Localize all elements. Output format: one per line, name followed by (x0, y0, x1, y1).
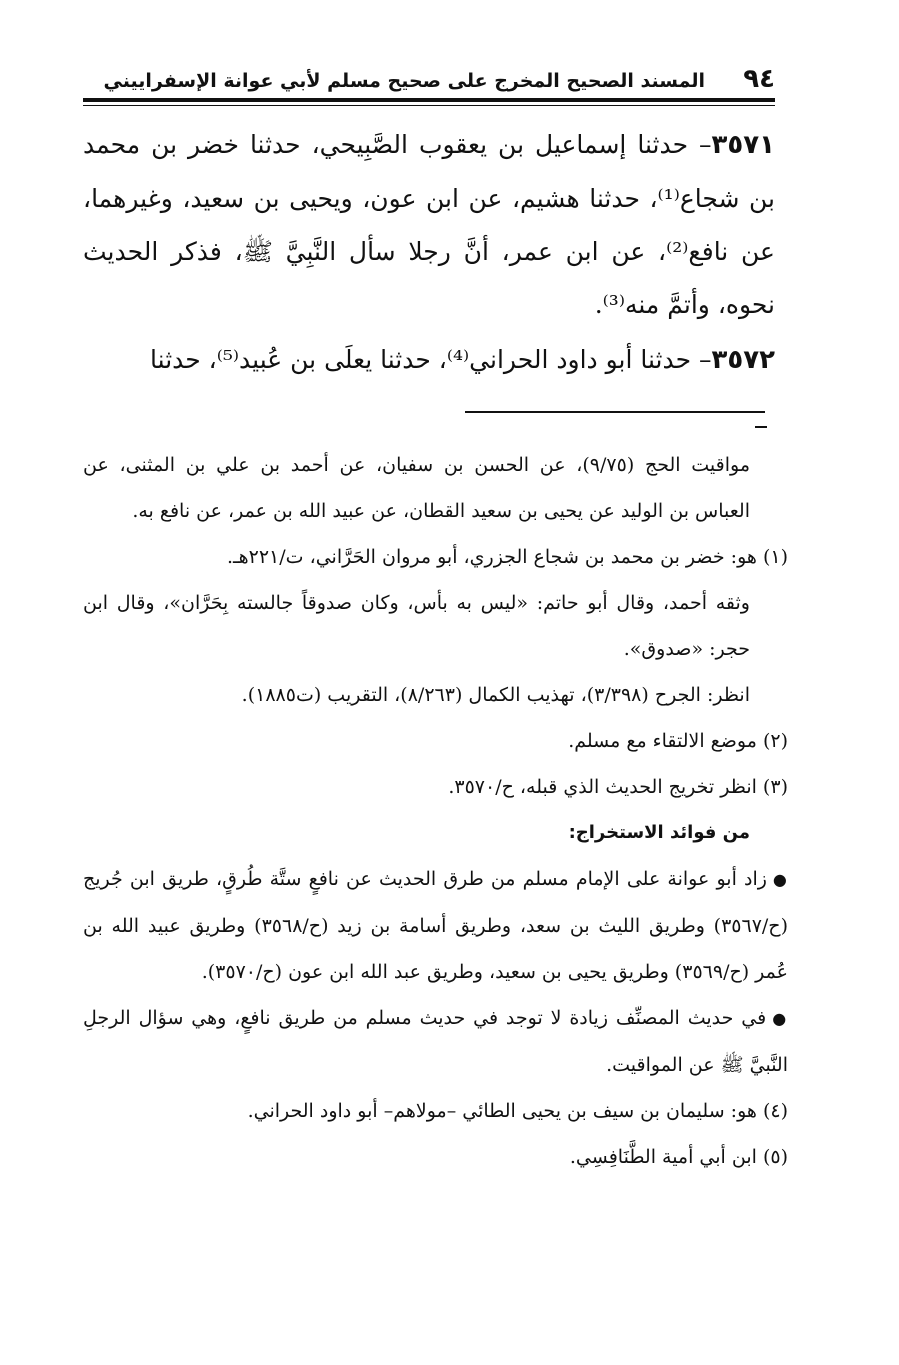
fawaid-point-2 (83, 995, 788, 1088)
hadith-3571 (83, 118, 775, 331)
fawaid-point-text: في حديث المصنِّف زيادة لا توجد في حديث مسلم من طريق نافعٍ، وهي سؤال الرجلِ النَّبيَّ ﷺ عن المواقيت. (83, 1007, 788, 1076)
footnote-2: (٢) موضع الالتقاء مع مسلم. (568, 730, 788, 752)
footnote-1-refs: انظر: الجرح (٣/٣٩٨)، تهذيب الكمال (٨/٢٦٣)، التقريب (ت١٨٨٥). (241, 684, 750, 706)
footnote-separator (465, 411, 765, 413)
footnote-5: (٥) ابن أبي أمية الطَّنَافِسِي. (569, 1146, 788, 1168)
footnote-1: (١) هو: خضر بن محمد بن شجاع الجزري، أبو مروان الحَرَّاني، ت/٢٢١هـ. (227, 546, 788, 568)
hadith-number: ٣٥٧١ (711, 130, 775, 160)
main-text (83, 118, 775, 389)
hadith-number: ٣٥٧٢ (711, 345, 775, 375)
fawaid-point-1 (83, 856, 788, 995)
fawaid-heading: من فوائد الاستخراج: (568, 822, 750, 843)
running-title: المسند الصحيح المخرج على صحيح مسلم لأبي عوانة الإسفراييني (103, 70, 705, 92)
bullet-icon: ● (772, 870, 788, 889)
footnote-4: (٤) هو: سليمان بن سيف بن يحيى الطائي –مولاهم– أبو داود الحراني. (247, 1100, 788, 1122)
hadith-3572 (83, 333, 775, 387)
footnote-1-tawthiq: وثقه أحمد، وقال أبو حاتم: «ليس به بأس، وكان صدوقاً جالسته بِحَرَّان»، وقال ابن حجر: «صدوق». (83, 592, 750, 660)
hadith-text: – حدثنا أبو داود الحراني⁽⁴⁾، حدثنا يعلَى بن عُبيد⁽⁵⁾، حدثنا (150, 345, 712, 374)
header-rule-thin (83, 105, 775, 106)
footnote-continuation: مواقيت الحج (٩/٧٥)، عن الحسن بن سفيان، عن أحمد بن علي بن المثنى، عن العباس بن الوليد عن يحيى بن سعيد القطان، عن عبيد الله بن عمر، عن نافع به. (83, 454, 750, 522)
page-header (103, 62, 775, 102)
page-number: ٩٤ (743, 64, 775, 94)
fawaid-point-text: زاد أبو عوانة على الإمام مسلم من طرق الحديث عن نافعٍ ستَّة طُرقٍ، طريق ابن جُريج (ح/٣٥٦٧) وطريق الليث بن سعد، وطريق أسامة بن زيد (ح/٣٥٦٨) وطريق عبيد الله بن عُمر (ح/٣٥٦٩) وطريق يحيى بن سعيد، وطريق عبد الله ابن عون (ح/٣٥٧٠). (83, 868, 788, 983)
footnote-3: (٣) انظر تخريج الحديث الذي قبله، ح/٣٥٧٠. (448, 776, 788, 798)
header-rule (83, 98, 775, 102)
footnotes (83, 442, 788, 1180)
hadith-text: – حدثنا إسماعيل بن يعقوب الصَّبِيحي، حدثنا خضر بن محمد بن شجاع⁽¹⁾، حدثنا هشيم، عن ابن عون، ويحيى بن سعيد، وغيرهما، عن نافع⁽²⁾، عن ابن عمر، أنَّ رجلا سأل النَّبِيَّ ﷺ، فذكر الحديث نحوه، وأتمَّ منه⁽³⁾. (83, 130, 775, 319)
footnote-continuation-mark (755, 426, 767, 428)
bullet-icon: ● (772, 1009, 788, 1028)
